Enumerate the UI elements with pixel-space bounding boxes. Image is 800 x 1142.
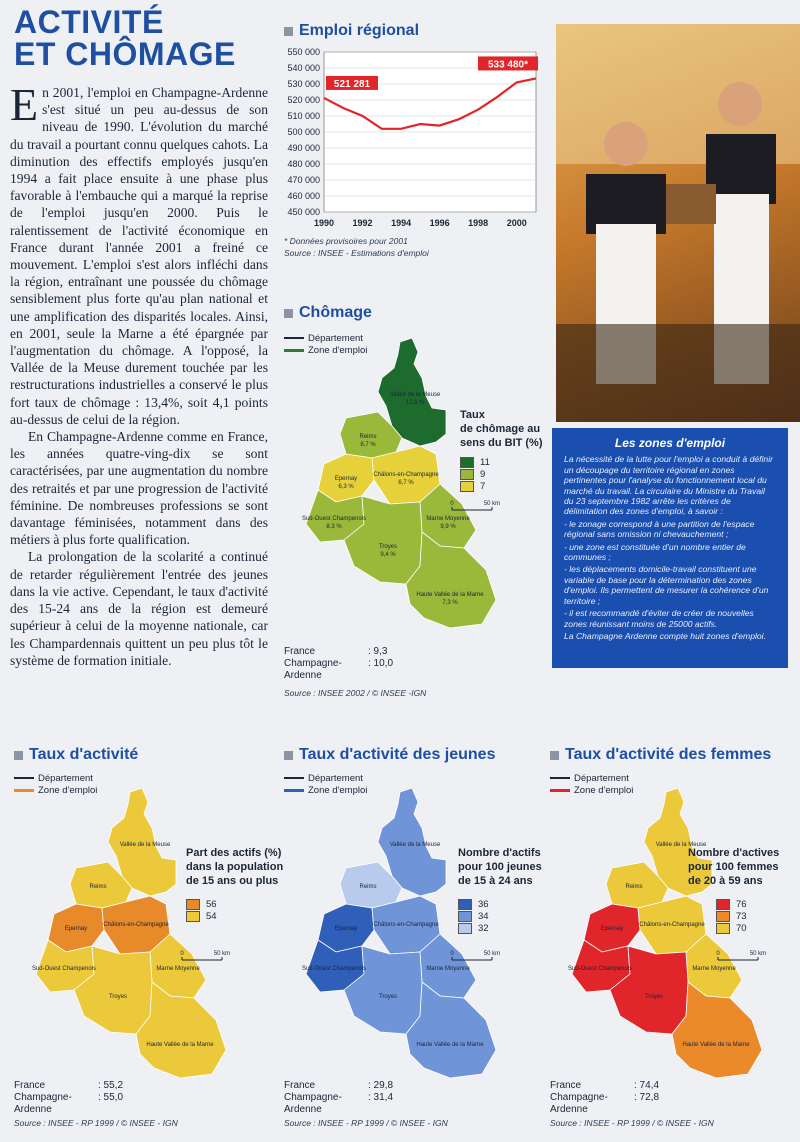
legend-zone-label: Zone d'emploi	[308, 344, 368, 356]
svg-text:50 km: 50 km	[749, 951, 767, 957]
zone-label: Marne Moyenne	[156, 966, 200, 972]
zone-value: 12,6 %	[405, 400, 425, 406]
jeunes-section-title: Taux d'activité des jeunes	[284, 746, 495, 764]
article-paragraph-2: En Champagne-Ardenne comme en France, les années quatre-ving-dix se sont caractérisées, par une augmentation du nombre des retraités et par une progression de l'activité féminine. De nombreuses professions se sont davantage féminisées, notamment dans des métiers à plus forte qualification.	[10, 429, 268, 548]
zone-label: Haute Vallée de la Marne	[146, 1042, 214, 1048]
x-tick-label: 1998	[468, 218, 489, 228]
activite-map	[6, 780, 236, 1080]
zone-value: 8,3 %	[326, 524, 342, 530]
y-tick-label: 520 000	[287, 95, 320, 105]
svg-text:50 km: 50 km	[483, 951, 501, 957]
jeunes-swatches: 36 34 32	[458, 898, 489, 934]
x-tick-label: 1992	[352, 218, 373, 228]
zone-label: Epernay	[64, 926, 88, 932]
zone-label: Sud-Ouest Champenois	[301, 516, 367, 522]
zone-label: Troyes	[378, 994, 398, 1000]
waiters-illustration	[556, 24, 800, 422]
zone-label: Vallée de la Meuse	[389, 842, 441, 848]
x-tick-label: 1996	[429, 218, 450, 228]
chomage-title-text: Chômage	[299, 304, 372, 321]
jeunes-line-legend: Département Zone d'emploi	[284, 772, 367, 796]
zone-label: Vallée de la Meuse	[655, 842, 707, 848]
zone-label: Sud-Ouest Champenois	[31, 966, 97, 972]
article-body	[10, 79, 268, 669]
svg-text:533 480*: 533 480*	[487, 59, 529, 71]
zone-label: Epernay	[334, 926, 358, 932]
zone-label: Marne Moyenne	[692, 966, 736, 972]
zone-value: 9,4 %	[380, 552, 396, 558]
zone-value: 6,7 %	[398, 480, 414, 486]
zone-label: Haute Vallée de la Marne	[416, 1042, 484, 1048]
zone-label: Reims	[359, 884, 377, 890]
zone-label: Reims	[89, 884, 107, 890]
square-bullet-icon	[284, 27, 293, 36]
x-tick-label: 1990	[313, 218, 335, 228]
y-tick-label: 510 000	[287, 111, 320, 121]
zone-label: Troyes	[644, 994, 664, 1000]
svg-text:50 km: 50 km	[483, 501, 501, 507]
activite-section-title: Taux d'activité	[14, 746, 138, 764]
y-tick-label: 500 000	[287, 127, 320, 137]
y-tick-label: 460 000	[287, 191, 320, 201]
chomage-section-title	[284, 304, 372, 322]
square-bullet-icon	[284, 309, 293, 318]
square-bullet-icon	[550, 751, 559, 760]
jeunes-source: Source : INSEE - RP 1999 / © INSEE - IGN	[284, 1118, 448, 1128]
zone-label: Châlons-en-Champagne	[373, 922, 439, 928]
activite-line-legend: Département Zone d'emploi	[14, 772, 97, 796]
zone-value: 8,7 %	[360, 442, 376, 448]
square-bullet-icon	[14, 751, 23, 760]
zones-emploi-box: Les zones d'emploi La nécessité de la lutte pour l'emploi a conduit à définir un découpage du territoire régional en zones pertinentes pour l'analyse du fonctionnement local du marché du travail. La circulaire du Ministre du Travail du 23 septembre 1982 arrête les critères de délimitation des zones d'emploi, à savoir : - le zonage correspond à une partition de l'espace régional sans omission ni chevauchement ; - une zone est constituée d'un nombre entier de communes ; - les déplacements domicile-travail constituent une variable de base pour la détermination des zones d'emploi. Ils permettent de mesurer la cohérence d'un territoire ; - il est recommandé d'éviter de créer de nouvelles zones réunissant moins de 25000 actifs. La Champagne Ardenne compte huit zones d'emploi.	[552, 428, 788, 668]
legend-dept-label: Département	[308, 332, 363, 344]
svg-text:521 281: 521 281	[333, 78, 371, 90]
title-line-2: ET CHÔMAGE	[14, 36, 236, 72]
femmes-source: Source : INSEE - RP 1999 / © INSEE - IGN	[550, 1118, 714, 1128]
femmes-section-title: Taux d'activité des femmes	[550, 746, 771, 764]
svg-text:50 km: 50 km	[213, 951, 231, 957]
emploi-note: * Données provisoires pour 2001	[284, 236, 408, 246]
emploi-section-title	[284, 22, 419, 40]
activite-source: Source : INSEE - RP 1999 / © INSEE - IGN	[14, 1118, 178, 1128]
jeunes-stats: France : 29,8 Champagne-Ardenne : 31,4	[284, 1080, 394, 1115]
zone-label: Epernay	[600, 926, 624, 932]
svg-text:0: 0	[450, 501, 454, 507]
data-label-first	[326, 76, 378, 90]
waiters-photo	[556, 24, 800, 422]
svg-text:0: 0	[450, 951, 454, 957]
x-tick-label: 1994	[391, 218, 412, 228]
zone-label: Sud-Ouest Champenois	[301, 966, 367, 972]
square-bullet-icon	[284, 751, 293, 760]
jeunes-key-title: Nombre d'actifs pour 100 jeunes de 15 à 24 ans	[458, 847, 542, 887]
chomage-source: Source : INSEE 2002 / © INSEE -IGN	[284, 688, 427, 698]
zone-label: Haute Vallée de la Marne	[682, 1042, 750, 1048]
svg-text:0: 0	[180, 951, 184, 957]
zone-label: Châlons-en-Champagne	[639, 922, 705, 928]
svg-text:0: 0	[716, 951, 720, 957]
zone-label: Vallée de la Meuse	[119, 842, 171, 848]
chomage-key-title: Taux de chômage au sens du BIT (%)	[460, 409, 543, 449]
zone-label: Troyes	[108, 994, 128, 1000]
zone-value: 9,9 %	[440, 524, 456, 530]
y-tick-label: 470 000	[287, 175, 320, 185]
y-tick-label: 450 000	[287, 207, 320, 217]
zone-value: 7,3 %	[442, 600, 458, 606]
femmes-stats: France : 74,4 Champagne-Ardenne : 72,8	[550, 1080, 660, 1115]
activite-swatches: 56 54	[186, 898, 217, 922]
emploi-line-chart	[276, 44, 548, 234]
femmes-swatches: 76 73 70	[716, 898, 747, 934]
page-title	[14, 6, 236, 70]
zone-label: Marne Moyenne	[426, 966, 470, 972]
zone-label: Haute Vallée de la Marne	[416, 592, 484, 598]
title-line-1: ACTIVITÉ	[14, 4, 164, 40]
zone-label: Vallée de la Meuse	[389, 392, 441, 398]
emploi-source: Source : INSEE - Estimations d'emploi	[284, 248, 429, 258]
femmes-key-title: Nombre d'actives pour 100 femmes de 20 à 59 ans	[688, 847, 780, 887]
zone-label: Châlons-en-Champagne	[103, 922, 169, 928]
zone-label: Marne Moyenne	[426, 516, 470, 522]
zone-label: Epernay	[334, 476, 358, 482]
data-label-last	[478, 56, 538, 70]
article-paragraph-1	[10, 79, 268, 428]
femmes-line-legend: Département Zone d'emploi	[550, 772, 633, 796]
zone-label: Sud-Ouest Champenois	[567, 966, 633, 972]
chomage-swatches: 11 9 7	[460, 456, 490, 492]
chomage-stats: France : 9,3 Champagne-Ardenne : 10,0	[284, 646, 394, 681]
zone-label: Châlons-en-Champagne	[373, 472, 439, 478]
x-tick-label: 2000	[506, 218, 527, 228]
article-paragraph-3: La prolongation de la scolarité a continué de retarder régulièrement l'entrée des jeunes dans la vie active. Cependant, le taux d'activité des 15-24 ans de la région est demeuré supérieur à celui de la moyenne nationale, car les Champardennais quittent un peu plus tôt le système de formation initiale.	[10, 549, 268, 668]
zone-label: Troyes	[378, 544, 398, 550]
y-tick-label: 530 000	[287, 79, 320, 89]
zone-label: Reims	[359, 434, 377, 440]
activite-key-title: Part des actifs (%) dans la population de 15 ans ou plus	[186, 847, 284, 887]
activite-stats: France : 55,2 Champagne-Ardenne : 55,0	[14, 1080, 124, 1115]
article-p1-text: n 2001, l'emploi en Champagne-Ardenne s'est situé un peu au-dessus de son niveau de 1990. L'évolution du marché du travail a pourtant connu quelques cahots. La diminution des effectifs employés jusqu'en 1994 a fait place ensuite à une phase plus favorable à l'embauche qui a marqué la reprise de l'emploi jusqu'en 2000. Puis le ralentissement de l'activité économique en France durant l'année 2001 a freiné ce mouvement. L'emploi s'est alors infléchi dans la région, entraînant une poussée du chômage sensiblement plus forte qu'au plan national et une amplification des disparités locales. Ainsi, en 2001, seule la Marne a été épargnée par l'augmentation du chômage. A l'opposé, la Vallée de la Meuse durement touchée par les restructurations industrielles a conservé le plus fort taux de chômage : 13,4%, soit 4,1 points au-dessus de celui de la région.	[10, 85, 268, 427]
y-tick-label: 490 000	[287, 143, 320, 153]
zone-value: 6,3 %	[338, 484, 354, 490]
y-tick-label: 480 000	[287, 159, 320, 169]
zone-label: Reims	[625, 884, 643, 890]
drop-cap: E	[10, 79, 39, 130]
emploi-title-text: Emploi régional	[299, 22, 420, 39]
y-tick-label: 550 000	[287, 47, 320, 57]
zones-emploi-title: Les zones d'emploi	[614, 436, 726, 450]
y-tick-label: 540 000	[287, 63, 320, 73]
